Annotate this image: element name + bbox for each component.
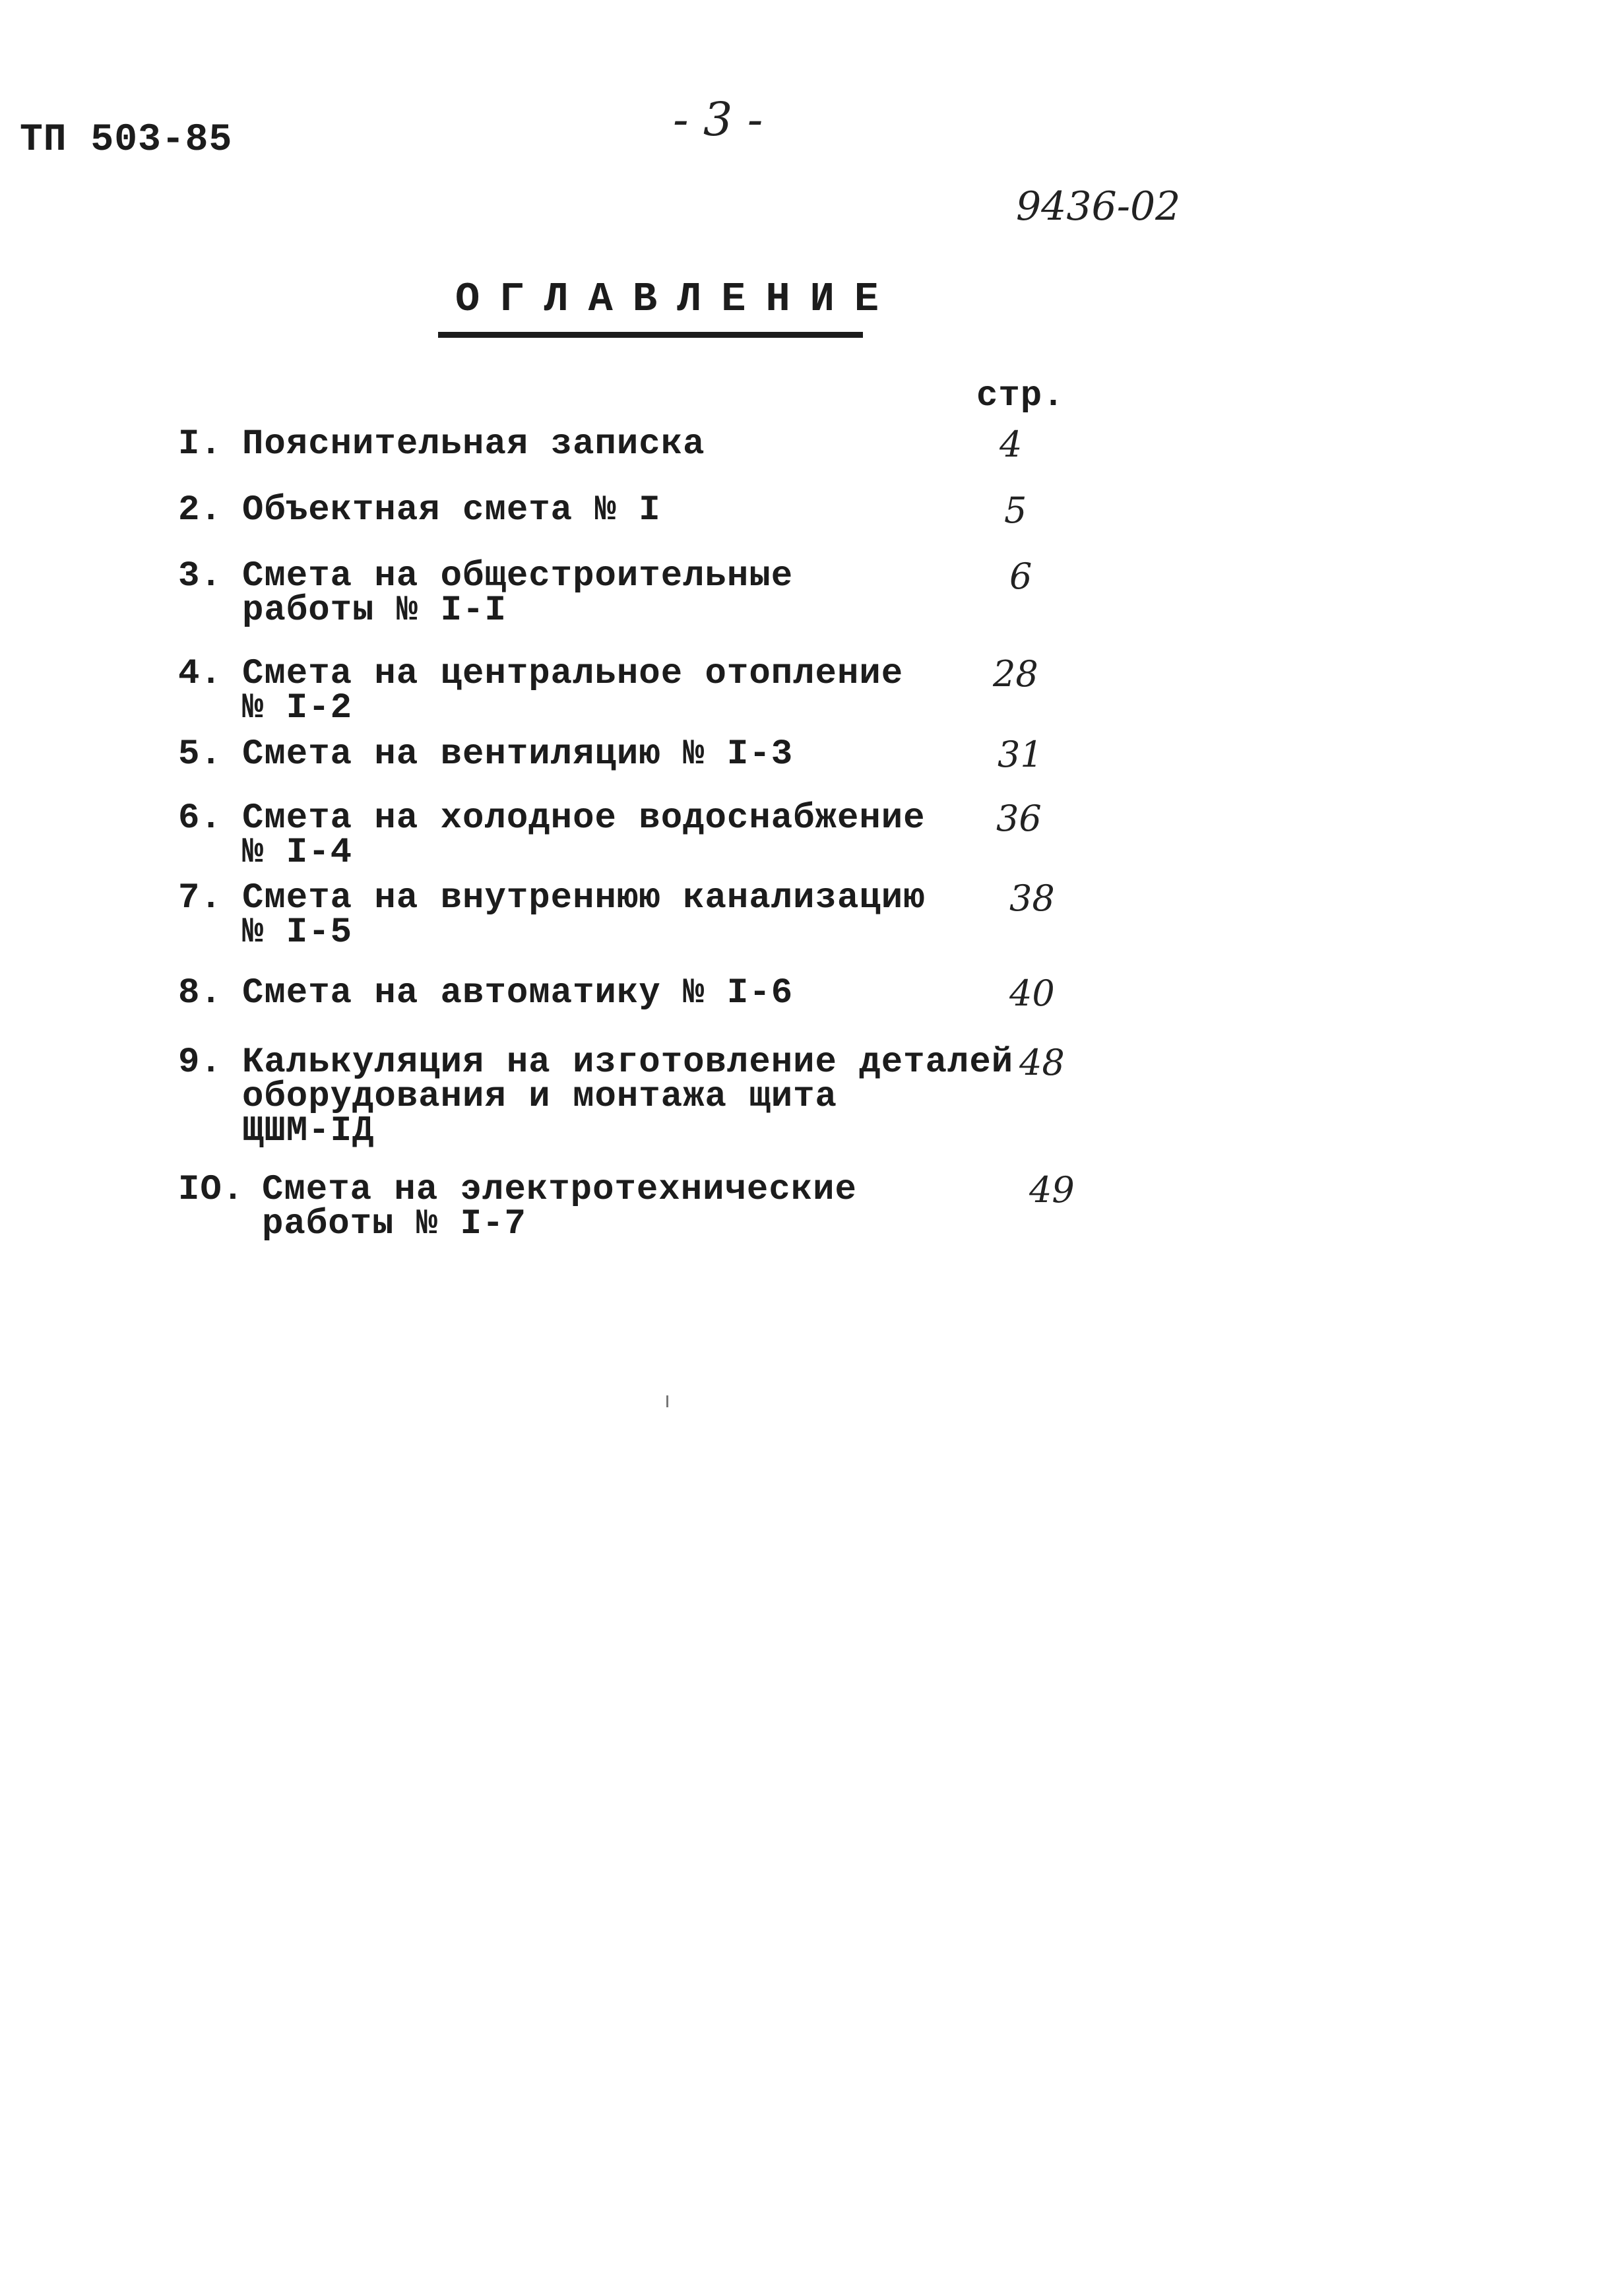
toc-entry-page: 31 <box>998 734 1043 775</box>
toc-entry-page: 36 <box>996 798 1042 839</box>
toc-entry-title-line: Смета на внутреннюю канализацию <box>242 878 926 918</box>
toc-entry-title <box>242 878 926 953</box>
toc-entry-number: 8. <box>178 973 222 1013</box>
toc-entry-title-line: № I-2 <box>242 688 353 728</box>
toc-entry-page: 38 <box>1009 877 1055 919</box>
toc-entry-title <box>242 556 794 631</box>
toc-entry-title-line: Объектная смета № I <box>242 490 661 530</box>
scan-mark <box>666 1395 668 1407</box>
toc-entry-page: 5 <box>1004 490 1027 531</box>
toc-entry-title <box>242 973 794 1013</box>
toc-entry-title <box>242 1042 1014 1151</box>
toc-title-underline <box>438 332 863 338</box>
toc-entry-title-line: Смета на вентиляцию № I-3 <box>242 734 794 775</box>
toc-entry-title-line: оборудования и монтажа щита <box>242 1077 837 1117</box>
toc-entry-title-line: работы № I-7 <box>262 1204 526 1244</box>
toc-entry-title <box>262 1170 857 1244</box>
toc-entry-page: 40 <box>1009 973 1055 1014</box>
toc-entry-number: 3. <box>178 556 222 596</box>
toc-entry-number: 4. <box>178 654 222 694</box>
toc-entry-title <box>242 424 705 464</box>
toc-entry-title-line: Калькуляция на изготовление деталей <box>242 1042 1014 1083</box>
toc-entry-title-line: Пояснительная записка <box>242 424 705 464</box>
page-number: - 3 - <box>673 92 763 146</box>
toc-entry-page: 28 <box>993 653 1038 695</box>
toc-entry-page: 4 <box>1000 424 1023 465</box>
toc-entry-title-line: Смета на электротехнические <box>262 1170 857 1210</box>
toc-entry-title-line: Смета на автоматику № I-6 <box>242 973 794 1013</box>
toc-entry-title-line: ЩШМ-IД <box>242 1111 375 1151</box>
toc-entry-title-line: Смета на холодное водоснабжение <box>242 798 926 839</box>
toc-entry-number: 9. <box>178 1042 222 1083</box>
toc-entry-title-line: работы № I-I <box>242 590 507 631</box>
toc-entry-page: 48 <box>1019 1042 1065 1083</box>
toc-entry-title-line: № I-4 <box>242 833 353 873</box>
toc-title: ОГЛАВЛЕНИЕ <box>455 276 899 323</box>
toc-entry-title <box>242 798 926 873</box>
toc-entry-number: 6. <box>178 798 222 839</box>
toc-entry-page: 6 <box>1009 556 1032 597</box>
doc-code: ТП 503-85 <box>20 119 233 162</box>
toc-entry-title <box>242 654 904 728</box>
toc-entry-title-line: Смета на общестроительные <box>242 556 794 596</box>
toc-entry-number: 2. <box>178 490 222 530</box>
toc-entry-title-line: № I-5 <box>242 912 353 953</box>
toc-entry-number: I. <box>178 424 222 464</box>
toc-entry-number: 5. <box>178 734 222 775</box>
toc-entry-title-line: Смета на центральное отопление <box>242 654 904 694</box>
toc-entry-number: IO. <box>178 1170 245 1210</box>
toc-entry-title <box>242 734 794 775</box>
toc-entry-page: 49 <box>1029 1169 1075 1211</box>
page-column-header: стр. <box>976 376 1065 416</box>
toc-entry-title <box>242 490 661 530</box>
archive-number: 9436-02 <box>1016 183 1181 230</box>
toc-entry-number: 7. <box>178 878 222 918</box>
